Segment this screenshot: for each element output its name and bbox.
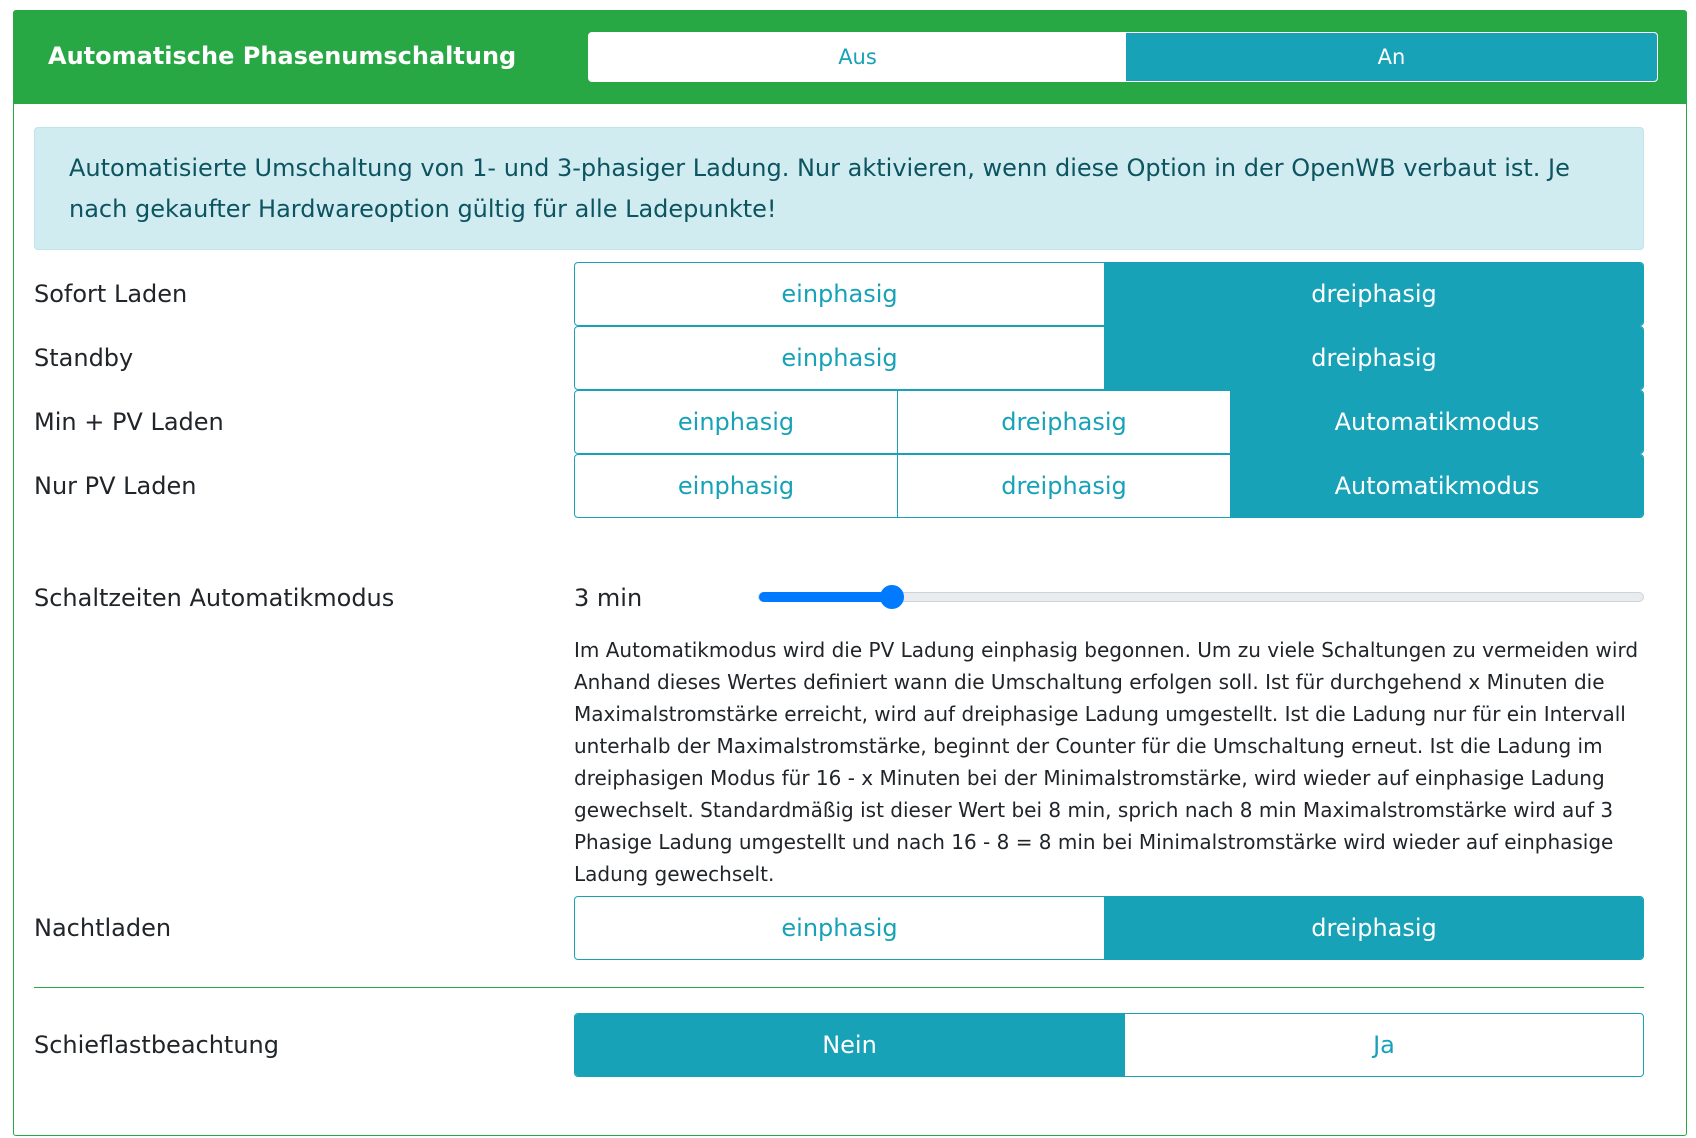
standby-option-dreiphasig[interactable]: dreiphasig (1105, 327, 1643, 389)
nachtladen-selector (574, 896, 1644, 960)
slider-value: 3 min (574, 584, 643, 612)
minpv-option-automatikmodus[interactable]: Automatikmodus (1231, 391, 1643, 453)
schieflast-selector (574, 1013, 1644, 1077)
sofort-option-einphasig[interactable]: einphasig (575, 263, 1105, 325)
standby-option-einphasig[interactable]: einphasig (575, 327, 1105, 389)
info-alert: Automatisierte Umschaltung von 1- und 3-phasiger Ladung. Nur aktivieren, wenn diese Option in der OpenWB verbaut ist. Je nach gekaufter Hardwareoption gültig für alle Ladepunkte! (34, 127, 1644, 250)
card-header (14, 11, 1686, 104)
schieflast-option-ja[interactable]: Ja (1373, 1031, 1395, 1059)
min-pv-laden-selector (574, 390, 1644, 454)
nurpv-option-dreiphasig[interactable]: dreiphasig (898, 455, 1231, 517)
minpv-option-dreiphasig[interactable]: dreiphasig (898, 391, 1231, 453)
sofort-option-dreiphasig[interactable]: dreiphasig (1105, 263, 1643, 325)
schaltzeiten-help-text: Im Automatikmodus wird die PV Ladung einphasig begonnen. Um zu viele Schaltungen zu vermeiden wird Anhand dieses Wertes definiert wann die Umschaltung erfolgen soll. Ist für durchgehend x Minuten die Maximalstromstärke erreicht, wird auf dreiphasige Ladung umgestellt. Ist die Ladung nur für ein Intervall unterhalb der Maximalstromstärke, beginnt der Counter für die Umschaltung erneut. Ist die Ladung im dreiphasigen Modus für 16 - x Minuten bei der Minimalstromstärke, wird wieder auf einphasige Ladung gewechselt. Standardmäßig ist dieser Wert bei 8 min, sprich nach 8 min Maximalstromstärke wird auf 3 Phasige Ladung umgestellt und nach 16 - 8 = 8 min bei Minimalstromstärke wird wieder auf einphasige Ladung gewechselt. (574, 638, 1639, 886)
toggle-option-aus[interactable]: Aus (589, 33, 1126, 81)
label-standby: Standby (34, 344, 134, 372)
sofort-laden-selector (574, 262, 1644, 326)
schieflast-option-nein[interactable]: Nein (575, 1014, 1125, 1076)
section-divider (34, 987, 1644, 988)
nurpv-option-automatikmodus[interactable]: Automatikmodus (1231, 455, 1643, 517)
nacht-option-dreiphasig[interactable]: dreiphasig (1105, 897, 1643, 959)
label-sofort-laden: Sofort Laden (34, 280, 188, 308)
toggle-option-an[interactable]: An (1126, 33, 1657, 81)
schaltzeiten-slider[interactable] (758, 592, 1644, 602)
label-schieflastbeachtung: Schieflastbeachtung (34, 1031, 279, 1059)
nurpv-option-einphasig[interactable]: einphasig (575, 455, 898, 517)
nacht-option-einphasig[interactable]: einphasig (575, 897, 1105, 959)
label-nur-pv-laden: Nur PV Laden (34, 472, 197, 500)
nur-pv-laden-selector (574, 454, 1644, 518)
label-schaltzeiten: Schaltzeiten Automatikmodus (34, 584, 395, 612)
slider-fill (759, 592, 892, 602)
label-min-pv-laden: Min + PV Laden (34, 408, 224, 436)
standby-selector (574, 326, 1644, 390)
card-title: Automatische Phasenumschaltung (48, 42, 517, 70)
minpv-option-einphasig[interactable]: einphasig (575, 391, 898, 453)
label-nachtladen: Nachtladen (34, 914, 172, 942)
slider-thumb[interactable] (880, 585, 904, 609)
phase-switch-toggle (588, 32, 1658, 82)
